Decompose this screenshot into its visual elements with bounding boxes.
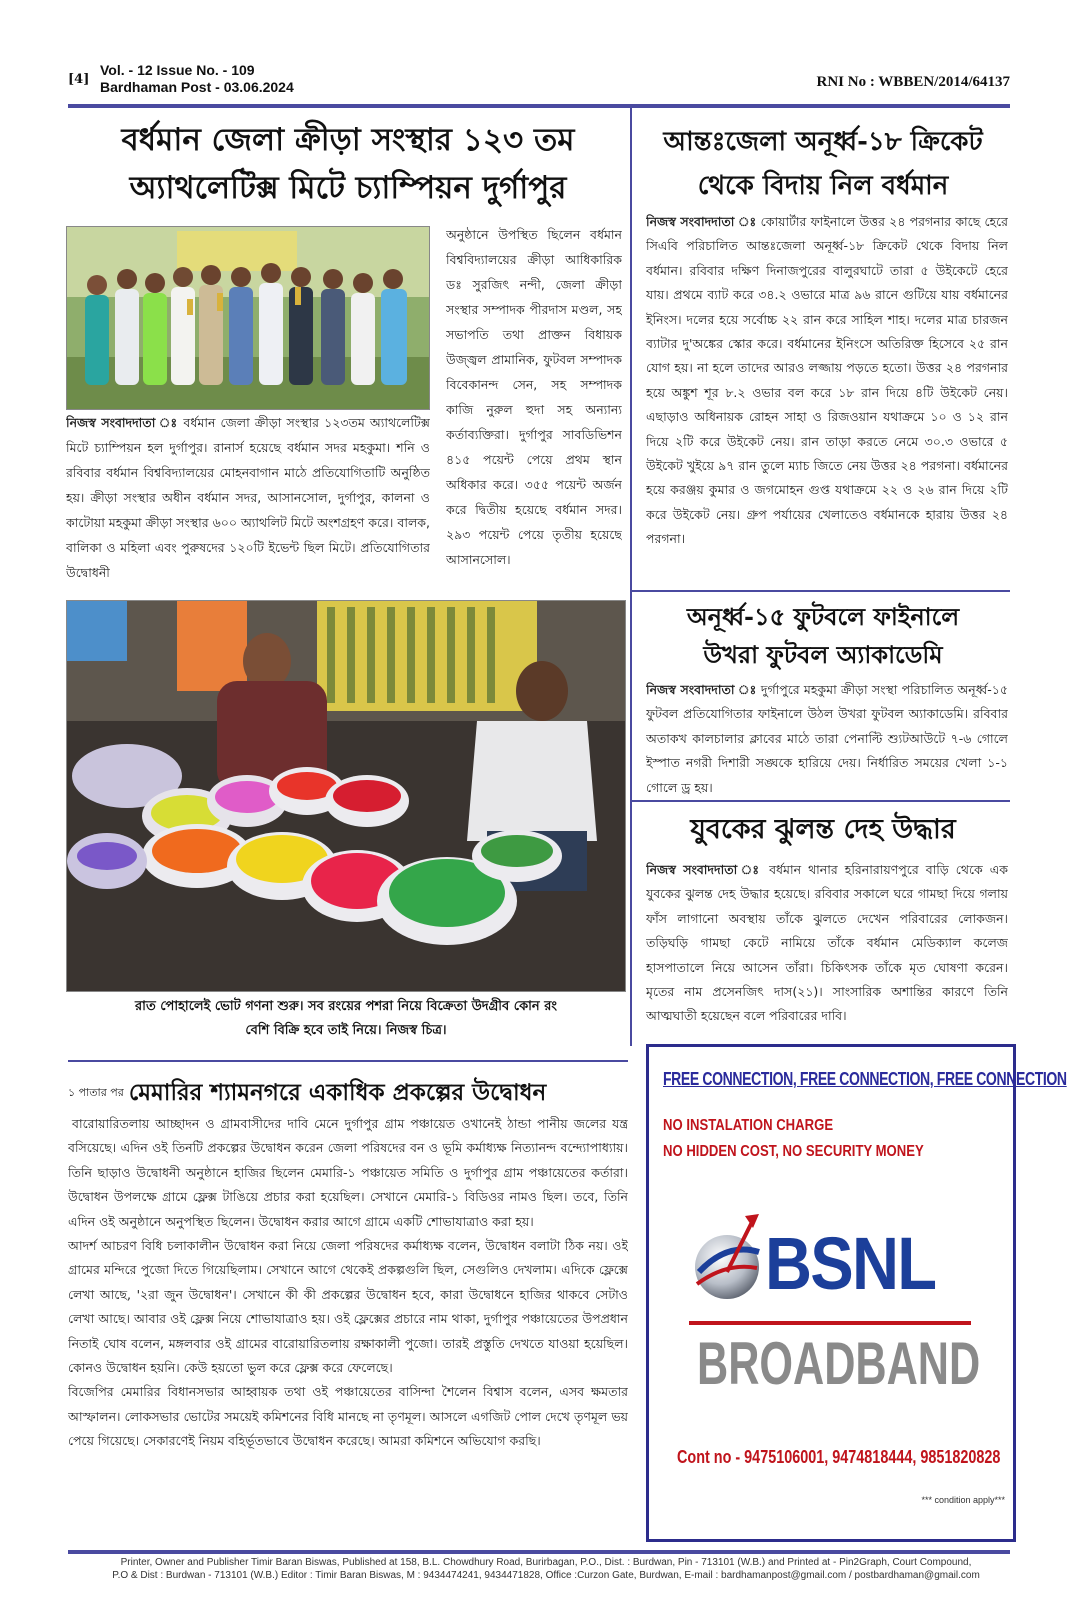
ad-contact: Cont no - 9475106001, 9474818444, 9851820828 xyxy=(677,1447,1001,1467)
issue-info xyxy=(100,62,294,96)
story3-byline: নিজস্ব সংবাদদাতা ঃ xyxy=(646,682,757,697)
story1-text-right: অনুষ্ঠানে উপস্থিত ছিলেন বর্ধমান বিশ্ববিদ্যালয়ের ক্রীড়া আধিকারিক ডঃ সুরজিৎ নন্দী, জেলা ক্রীড়া সংস্থার সম্পাদক পীরদাস মণ্ডল, সহ সভাপতি তথা প্রাক্তন বিধায়ক উজ্জ্বল প্রামানিক, ফুটবল সম্পাদক বিবেকানন্দ সেন, সহ সম্পাদক কাজি নুরুল হুদা সহ অন্যান্য কর্তাব্যক্তিরা। দুর্গাপুর সাবডিভিশন ৪১৫ পয়েন্ট পেয়ে প্রথম স্থান অধিকার করে। ৩৫৫ পয়েন্ট অর্জন করে দ্বিতীয় হয়েছে বর্ধমান সদর। ২৯৩ পয়েন্ট পেয়ে তৃতীয় হয়েছে আসানসোল। xyxy=(446,227,622,567)
story2-byline: নিজস্ব সংবাদদাতা ঃ xyxy=(646,214,757,229)
page-number: [4] xyxy=(68,72,90,87)
brand-underline xyxy=(689,1321,971,1325)
vendor-photo-image xyxy=(67,601,626,992)
story5-para2: আদর্শ আচরণ বিধি চলাকালীন উদ্বোধন করা নিয়ে জেলা পরিষদের কর্মাধ্যক্ষ বলেন, উদ্বোধন বলাটা ঠিক নয়। ওই গ্রামের মন্দিরে পুজো দিতে গিয়েছিলাম। সেখানে আগে থেকেই প্রকল্পগুলি ছিল, সেগুলিও দেখলাম। এদিকে ফ্লেক্সে লেখা আছে, '২রা জুন উদ্বোধন'। সেখানে কী কী প্রকল্পের উদ্বোধন হবে, কারা উদ্বোধনে হাজির থাকবে সেটাও লেখা আছে। আবার ওই ফ্লেক্স নিয়ে শোভাযাত্রাও হয়। ওই ফ্লেক্সের প্রচারে নাম থাকা, দুর্গাপুর পঞ্চায়েতের উপপ্রধান নিতাই ঘোষ বলেন, মঙ্গলবার ওই গ্রামের বারোয়ারিতলায় রক্ষাকালী পুজো। তারই প্রস্তুতি দেখতে যাওয়া হয়েছিল। কোনও উদ্বোধন হয়নি। কেউ হয়তো ভুল করে ফ্লেক্স করে ফেলেছে। xyxy=(68,1238,628,1376)
story1-byline: নিজস্ব সংবাদদাতা ঃ xyxy=(66,415,179,430)
section-divider xyxy=(632,800,1010,802)
bsnl-logo-icon xyxy=(687,1212,767,1312)
column-divider xyxy=(630,108,632,1046)
story5-para3: বিজেপির মেমারির বিধানসভার আহ্বায়ক তথা ওই পঞ্চায়েতের বাসিন্দা শৈলেন বিশ্বাস বলেন, এসব ক্ষমতার আস্ফালন। লোকসভার ভোটের সময়েই কমিশনের বিধি মানছে না তৃণমূল। আসলে এগজিট পোল দেখে তৃণমূল ভয় পেয়ে গিয়েছে। সেকারণেই নিয়ম বহির্ভূতভাবে উদ্বোধন করেছে। আমরা কমিশনে অভিযোগ করছি। xyxy=(68,1384,628,1449)
story2-body xyxy=(646,210,1008,584)
bottom-rule xyxy=(68,1550,1010,1554)
story3-text: দুর্গাপুরে মহকুমা ক্রীড়া সংস্থা পরিচালিত অনূর্ধ্ব-১৫ ফুটবল প্রতিযোগিতার ফাইনালে উঠল উখরা ফুটবল অ্যাকাডেমি। রবিবার অতাকখ কালচালার ক্লাবের মাঠে তারা পেনাল্টি শ্যুটআউটে ৭-৬ গোলে ইস্পাত নগরী দিশারী সঙ্ঘকে হারিয়ে দেয়। নির্ধারিত সময়ের খেলা ১-১ গোলে ড্র হয়। xyxy=(646,682,1008,795)
broadband-label: BROADBAND xyxy=(697,1330,981,1397)
bsnl-advertisement xyxy=(646,1044,1067,1542)
story5-body xyxy=(68,1112,628,1542)
story4-body xyxy=(646,858,1008,1038)
story1-headline: বর্ধমান জেলা ক্রীড়া সংস্থার ১২৩ তম অ্যাথলেটিক্স মিটে চ্যাম্পিয়ন দুর্গাপুর xyxy=(121,122,575,206)
masthead xyxy=(68,62,1010,106)
photo-caption: রাত পোহালেই ভোট গণনা শুরু। সব রংয়ের পশরা নিয়ে বিক্রেতা উদগ্রীব কোন রং বেশি বিক্রি হবে তাই নিয়ে। নিজস্ব চিত্র। xyxy=(135,999,557,1038)
ad-line2: NO HIDDEN COST, NO SECURITY MONEY xyxy=(663,1143,924,1160)
story5-title: মেমারির শ্যামনগরে একাধিক প্রকল্পের উদ্বোধন xyxy=(128,1079,547,1106)
footer-line1: Printer, Owner and Publisher Timir Baran Biswas, Published at 158, B.L. Chowdhury Road, Burirbagan, P.O., Dist. : Burdwan, Pin - 713101 (W.B.) and Printed at - Pin2Graph, Court Compound, xyxy=(120,1557,972,1568)
story2-headline: আন্তঃজেলা অনূর্ধ্ব-১৮ ক্রিকেট থেকে বিদায় নিল বর্ধমান xyxy=(663,127,983,201)
volume-line: Vol. - 12 Issue No. - 109 xyxy=(100,62,255,78)
story1-body-right xyxy=(446,222,622,585)
story1-text-left: বর্ধমান জেলা ক্রীড়া সংস্থার ১২৩তম অ্যাথলেটিক্স মিটে চ্যাম্পিয়ন হল দুর্গাপুর। রানার্স হয়েছে বর্ধমান সদর মহকুমা। শনি ও রবিবার বর্ধমান বিশ্ববিদ্যালয়ের মোহনবাগান মাঠে প্রতিযোগিতাটি অনুষ্ঠিত হয়। ক্রীড়া সংস্থার অধীন বর্ধমান সদর, আসানসোল, দুর্গাপুর, কালনা ও কাটোয়া মহকুমা ক্রীড়া সংস্থার ৬০০ অ্যাথলিট মিটে অংশগ্রহণ করে। বালক, বালিকা ও মহিলা এবং পুরুষদের ১২০টি ইভেন্ট ছিল মিটে। প্রতিযোগিতার উদ্বোধনী xyxy=(66,415,430,580)
story1-body-left xyxy=(66,410,430,585)
story5-kicker: ১ পাতার পর xyxy=(68,1086,124,1099)
story2-text: কোয়ার্টার ফাইনালে উত্তর ২৪ পরগনার কাছে হেরে সিএবি পরিচালিত আন্তঃজেলা অনূর্ধ্ব-১৮ ক্রিকেট থেকে বিদায় নিল বর্ধমান। রবিবার দক্ষিণ দিনাজপুরের বালুরঘাটে তারা ৫ উইকেটে হেরে যায়। প্রথমে ব্যাট করে ৩৪.২ ওভারে মাত্র ৯৬ রানে গুটিয়ে যায় বর্ধমানের ইনিংস। দলের হয়ে সর্বোচ্চ ২২ রান করে সাহিল শাহ। দলের মাত্র চারজন ব্যাটার দু'অঙ্কের স্কোর করে। বর্ধমানের ইনিংসে অতিরিক্ত হিসেবে ২৫ রান যোগ হয়। না হলে তাদের আরও লজ্জায় পড়তে হতো। উত্তর ২৪ পরগনার হয়ে অঙ্কুশ শূর ৮.২ ওভার বল করে ১৮ রান দিয়ে ৪টি উইকেট নেয়। এছাড়াও অধিনায়ক রোহন সাহা ও রিজওয়ান যথাক্রমে ১০ ও ১২ রান দিয়ে ২টি করে উইকেট নেয়। রান তাড়া করতে নেমে ৩০.৩ ওভারে ৫ উইকেট খুইয়ে ৯৭ রান তুলে ম্যাচ জিতে নেয় উত্তর ২৪ পরগনা। বর্ধমানের হয়ে করঞ্জয় কুমার ও জগমোহন গুপ্ত যথাক্রমে ২২ ও ২৬ রান দিয়ে ২টি করে উইকেট নেয়। গ্রুপ পর্যায়ের খেলাতেও বর্ধমানকে হারায় উত্তর ২৪ পরগনা। xyxy=(646,214,1008,547)
story4-byline: নিজস্ব সংবাদদাতা ঃ xyxy=(646,862,763,877)
story5-headline xyxy=(68,1074,628,1110)
bsnl-brand: BSNL xyxy=(765,1222,936,1305)
story4-text: বর্ধমান থানার হরিনারায়ণপুরে বাড়ি থেকে এক যুবকের ঝুলন্ত দেহ উদ্ধার হয়েছে। রবিবার সকালে ঘরে গামছা দিয়ে গলায় ফাঁস লাগানো অবস্থায় তাঁকে ঝুলতে দেখেন পরিবারের লোকজন। তড়িঘড়ি গামছা কেটে নামিয়ে তাঁকে বর্ধমান মেডিক্যাল কলেজ হাসপাতালে নিয়ে আসেন তাঁরা। চিকিৎসক তাঁকে মৃত ঘোষণা করেন। মৃতের নাম প্রসেনজিৎ দাস(২১)। সাংসারিক অশান্তির কারণে তিনি আত্মঘাতী হয়েছেন বলে পরিবারের দাবি। xyxy=(646,862,1008,1024)
footer-line2: P.O & Dist : Burdwan - 713101 (W.B.) Editor : Timir Baran Biswas, M : 9434474241, 9434471828, Office :Curzon Gate, Burdwan, E-mail : bardhamanpost@gmail.com / postbardhaman@gmail.com xyxy=(112,1570,980,1581)
section-divider xyxy=(632,590,1010,592)
story3-body xyxy=(646,678,1008,798)
story4-headline: যুবকের ঝুলন্ত দেহ উদ্ধার xyxy=(690,814,956,845)
ad-line1: NO INSTALATION CHARGE xyxy=(663,1117,834,1134)
story5-para1: বারোয়ারিতলায় আচ্ছাদন ও গ্রামবাসীদের দাবি মেনে দুর্গাপুর গ্রাম পঞ্চায়েত ওখানেই ঠান্ডা পানীয় জলের যন্ত্র বসিয়েছে। এদিন ওই তিনটি প্রকল্পের উদ্বোধন করেন জেলা পরিষদের বন ও ভূমি কর্মাধ্যক্ষ নিত্যানন্দ বন্দ্যোপাধ্যায়। তিনি ছাড়াও উদ্বোধনী অনুষ্ঠানে হাজির ছিলেন মেমারি-১ পঞ্চায়েত সমিতি ও দুর্গাপুর গ্রাম পঞ্চায়েতের কর্তারা। উদ্বোধন উপলক্ষে গ্রামে ফ্লেক্স টাঙিয়ে প্রচার করা হয়েছিল। সেখানে মেমারি-১ বিডিওর নামও ছিল। তবে, তিনি এদিন ওই অনুষ্ঠানে অনুপস্থিত ছিলেন। উদ্বোধন করার আগে গ্রামে একটি শোভাযাত্রাও করা হয়। xyxy=(68,1116,628,1229)
ad-condition: *** condition apply*** xyxy=(921,1495,1005,1505)
holi-colour-vendor-photo xyxy=(66,600,626,992)
section-divider xyxy=(68,1060,628,1062)
rni-number: RNI No : WBBEN/2014/64137 xyxy=(816,74,1010,90)
story3-headline: অনূর্ধ্ব-১৫ ফুটবলে ফাইনালে উখরা ফুটবল অ্যাকাডেমি xyxy=(686,602,960,669)
top-rule xyxy=(68,104,1010,108)
imprint-footer xyxy=(86,1556,1006,1582)
athletics-photo-image xyxy=(67,227,430,410)
athletics-team-photo xyxy=(66,226,430,410)
ad-headline: FREE CONNECTION, FREE CONNECTION, FREE CONNECTION xyxy=(663,1069,1067,1089)
paper-date-line: Bardhaman Post - 03.06.2024 xyxy=(100,79,294,95)
